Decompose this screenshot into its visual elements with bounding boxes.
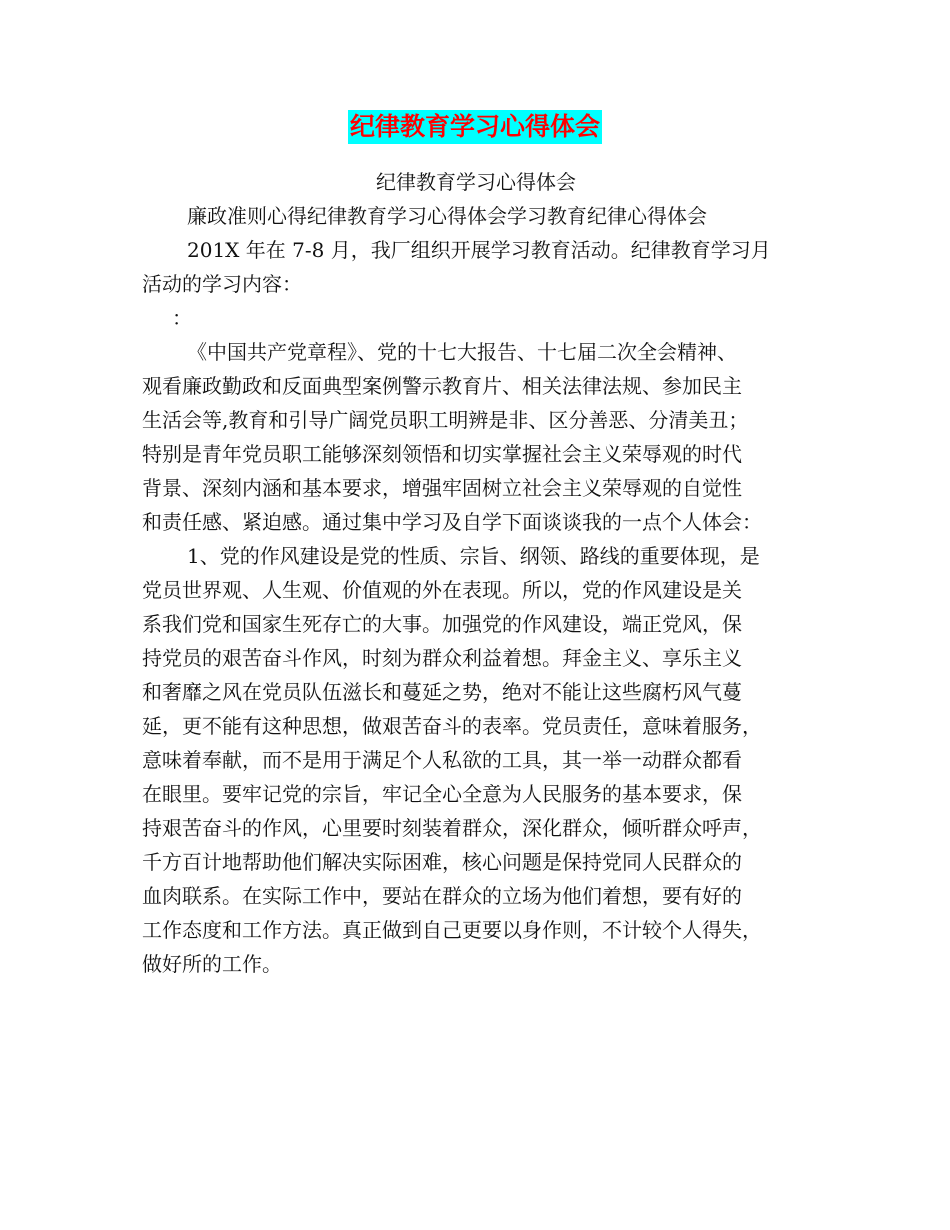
paragraph-line: 《中国共产党章程》、党的十七大报告、十七届二次全会精神、 [187, 340, 737, 364]
paragraph-line: 和责任感、紧迫感。通过集中学习及自学下面谈谈我的一点个人体会： [142, 510, 762, 534]
paragraph-line: 背景、深刻内涵和基本要求，增强牢固树立社会主义荣辱观的自觉性 [142, 476, 742, 500]
paragraph-line: 廉政准则心得纪律教育学习心得体会学习教育纪律心得体会 [187, 204, 707, 228]
document-subtitle: 纪律教育学习心得体会 [376, 170, 576, 194]
document-body [142, 165, 810, 981]
paragraph-line: 千方百计地帮助他们解决实际困难，核心问题是保持党同人民群众的 [142, 850, 742, 874]
paragraph-line: 201X 年在 7-8 月，我厂组织开展学习教育活动。纪律教育学习月 [187, 238, 771, 262]
paragraph-line: 党员世界观、人生观、价值观的外在表现。所以，党的作风建设是关 [142, 578, 742, 602]
paragraph-line: 做好所的工作。 [142, 952, 282, 976]
paragraph-line: 观看廉政勤政和反面典型案例警示教育片、相关法律法规、参加民主 [142, 374, 742, 398]
paragraph-line: 在眼里。要牢记党的宗旨，牢记全心全意为人民服务的基本要求，保 [142, 782, 742, 806]
paragraph-line: 意味着奉献，而不是用于满足个人私欲的工具，其一举一动群众都看 [142, 748, 742, 772]
paragraph-line: ： [172, 306, 192, 330]
paragraph-line: 活动的学习内容： [142, 272, 302, 296]
paragraph-line: 1、党的作风建设是党的性质、宗旨、纲领、路线的重要体现，是 [187, 544, 760, 568]
paragraph-line: 生活会等,教育和引导广阔党员职工明辨是非、区分善恶、分清美丑； [142, 408, 749, 432]
paragraph-line: 血肉联系。在实际工作中，要站在群众的立场为他们着想，要有好的 [142, 884, 742, 908]
paragraph-line: 系我们党和国家生死存亡的大事。加强党的作风建设，端正党风，保 [142, 612, 742, 636]
paragraph-line: 特别是青年党员职工能够深刻领悟和切实掌握社会主义荣辱观的时代 [142, 442, 742, 466]
paragraph-line: 工作态度和工作方法。真正做到自己更要以身作则，不计较个人得失， [142, 918, 762, 942]
document-title: 纪律教育学习心得体会 [348, 110, 602, 144]
paragraph-line: 持党员的艰苦奋斗作风，时刻为群众利益着想。拜金主义、享乐主义 [142, 646, 742, 670]
paragraph-line: 和奢靡之风在党员队伍滋长和蔓延之势，绝对不能让这些腐朽风气蔓 [142, 680, 742, 704]
paragraph-line: 持艰苦奋斗的作风，心里要时刻装着群众，深化群众，倾听群众呼声， [142, 816, 762, 840]
paragraph-line: 延，更不能有这种思想，做艰苦奋斗的表率。党员责任，意味着服务， [142, 714, 762, 738]
title-container [0, 110, 950, 144]
